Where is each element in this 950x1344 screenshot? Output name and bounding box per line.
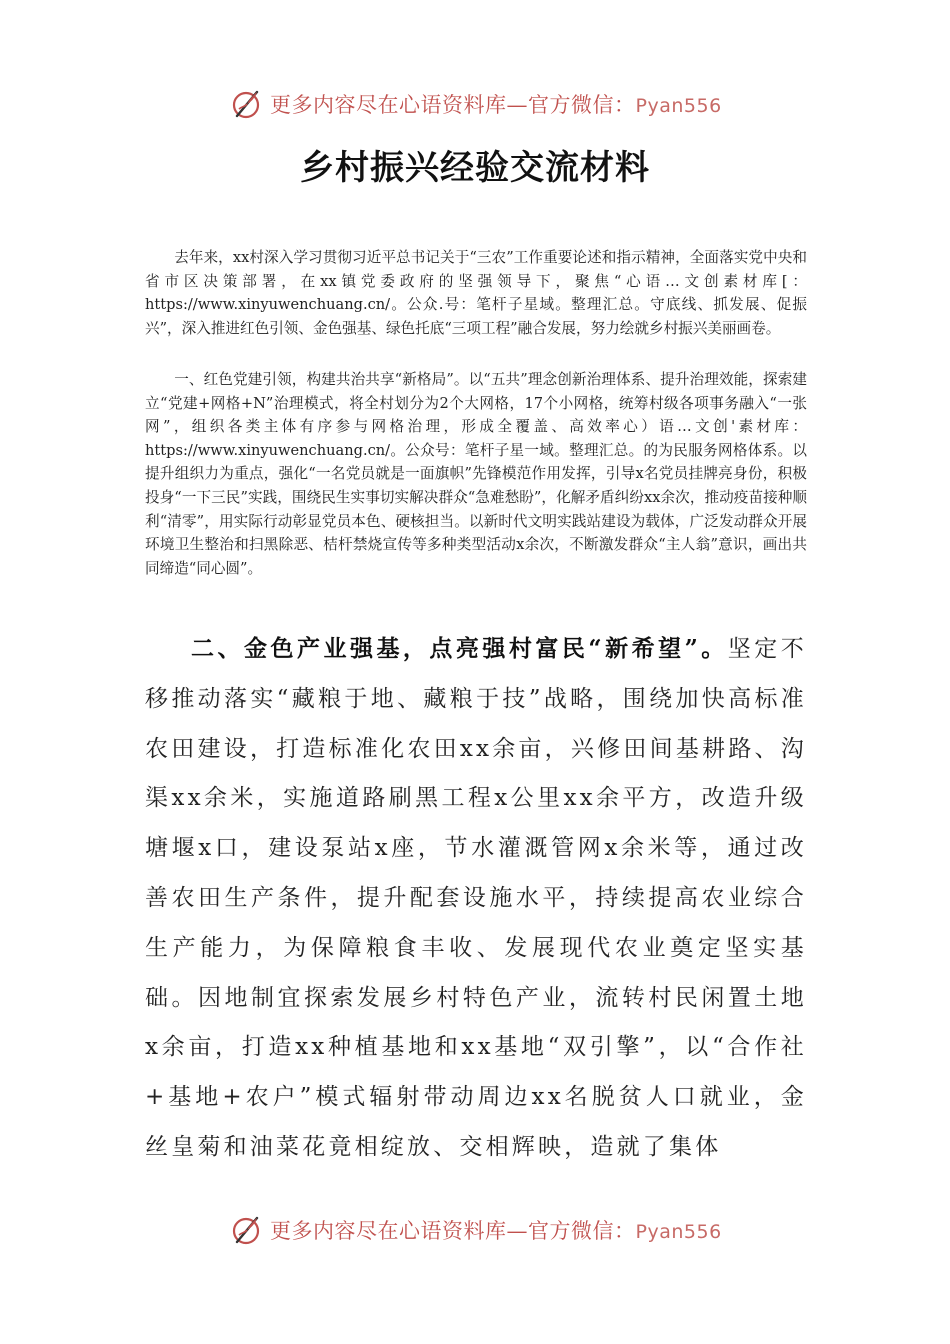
section-2-paragraph: [145, 624, 807, 1173]
header-watermark-banner: [230, 84, 750, 124]
intro-text: 去年来，xx村深入学习贯彻习近平总书记关于“三农”工作重要论述和指示精神，全面落实党中央和省市区决策部署，在xx镇党委政府的坚强领导下，聚焦“心语…文创素材库[：https://www.xinyuwenchuang.cn/。公众.号：笔杆子星域。整理汇总。守底线、抓发展、促振兴”，深入推进红色引领、金色强基、绿色托底“三项工程”融合发展，努力绘就乡村振兴美丽画卷。: [145, 249, 807, 337]
wechat-id: Pyan556: [635, 1221, 722, 1243]
banner-text: 更多内容尽在心语资料库—官方微信：Pyan556: [270, 1219, 722, 1243]
document-title: 乡村振兴经验交流材料: [300, 148, 650, 188]
footer-watermark-banner: [230, 1210, 750, 1250]
section-1-paragraph: [145, 368, 807, 580]
section-1-text: 一、红色党建引领，构建共治共享“新格局”。以“五共”理念创新治理体系、提升治理效能，探索建立“党建+网格+N”治理模式，将全村划分为2个大网格，17个小网格，统筹村级各项事务融入“一张网”，组织各类主体有序参与网格治理，形成全覆盖、高效率心）语…文创'素材库：https://www.xinyuwenchuang.cn/。公众号：笔杆子星一域。整理汇总。的为民服务网格体系。以提升组织力为重点，强化“一名党员就是一面旗帜”先锋模范作用发挥，引导x名党员挂牌亮身份，积极投身“一下三民”实践，围绕民生实事切实解决群众“急难愁盼”，化解矛盾纠纷xx余次，推动疫苗接种顺利“清零”，用实际行动彰显党员本色、硬核担当。以新时代文明实践站建设为载体，广泛发动群众开展环境卫生整治和扫黑除恶、桔杆禁烧宣传等多种类型活动x余次，不断激发群众“主人翁”意识，画出共同缔造“同心圆”。: [145, 371, 807, 577]
quill-logo-icon: [230, 87, 264, 121]
section-2-text: 坚定不移推动落实“藏粮于地、藏粮于技”战略，围绕加快高标准农田建设，打造标准化农田xx余亩，兴修田间基耕路、沟渠xx余米，实施道路刷黑工程x公里xx余平方，改造升级塘堰x口，建设泵站x座，节水灌溉管网x余米等，通过改善农田生产条件，提升配套设施水平，持续提高农业综合生产能力，为保障粮食丰收、发展现代农业奠定坚实基础。因地制宜探索发展乡村特色产业，流转村民闲置土地x余亩，打造xx种植基地和xx基地“双引擎”，以“合作社+基地+农户”模式辐射带动周边xx名脱贫人口就业，金丝皇菊和油菜花竟相绽放、交相辉映，造就了集体: [145, 636, 807, 1160]
banner-text: 更多内容尽在心语资料库—官方微信：Pyan556: [270, 93, 722, 117]
quill-logo-icon: [230, 1213, 264, 1247]
wechat-id: Pyan556: [635, 95, 722, 117]
section-2-heading: 二、金色产业强基，点亮强村富民“新希望”。: [191, 635, 728, 662]
intro-paragraph: [145, 246, 807, 340]
